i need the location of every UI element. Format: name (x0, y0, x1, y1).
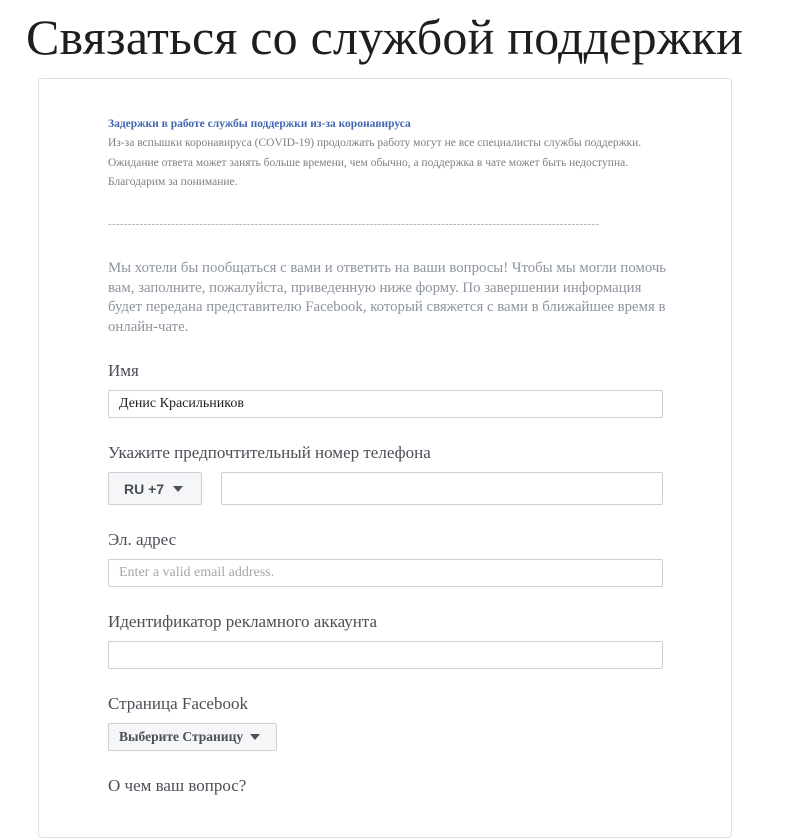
email-label: Эл. адрес (108, 530, 177, 549)
name-label: Имя (108, 361, 139, 380)
page-title: Связаться со службой поддержки (26, 9, 744, 65)
chevron-down-icon (250, 734, 260, 740)
facebook-page-label: Страница Facebook (108, 694, 248, 713)
intro-text: Мы хотели бы пообщаться с вами и ответить на ваши вопросы! Чтобы мы могли помочь вам, заполните, пожалуйста, приведенную ниже форму. По завершении информация будет передана представителю Facebook, который свяжется с вами в ближайшее время в онлайн-чате. (108, 260, 667, 335)
ad-account-input[interactable] (108, 641, 663, 669)
facebook-page-select[interactable] (108, 723, 277, 751)
name-input[interactable] (108, 390, 663, 418)
chevron-down-icon (173, 486, 183, 492)
notice-title: Задержки в работе службы поддержки из-за коронавируса (108, 118, 411, 130)
email-input[interactable] (108, 559, 663, 587)
country-code-dropdown[interactable] (108, 472, 202, 505)
divider: ---------------------------------------------------------------------------------------------------------------------------- (108, 218, 600, 230)
phone-input[interactable] (221, 472, 663, 505)
facebook-page-selected: Выберите Страницу (119, 729, 244, 744)
country-code-label: RU +7 (124, 480, 165, 497)
notice-body: Из-за вспышки коронавируса (COVID-19) продолжать работу могут не все специалисты службы поддержки. Ожидание ответа может занять больше времени, чем обычно, а поддержка в чате может быть недоступна. Благодарим за понимание. (108, 137, 642, 188)
question-label: О чем ваш вопрос? (108, 776, 247, 795)
ad-account-label: Идентификатор рекламного аккаунта (108, 612, 378, 631)
phone-label: Укажите предпочтительный номер телефона (108, 443, 431, 462)
